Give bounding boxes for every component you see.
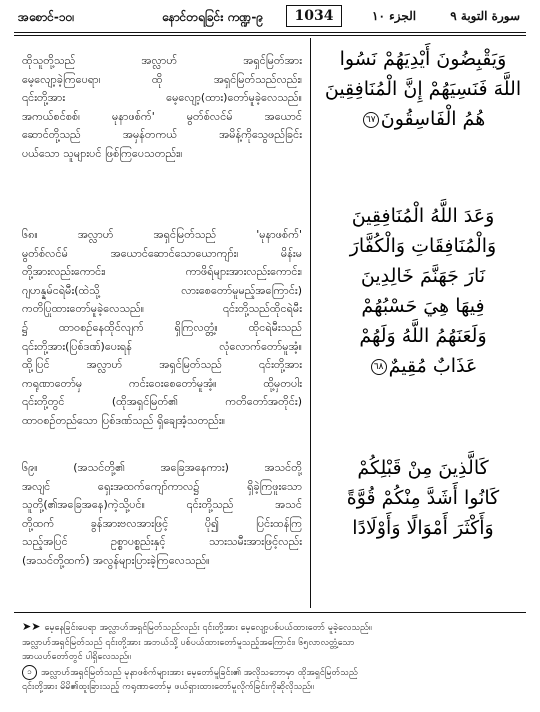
arabic-verse-67	[318, 44, 528, 134]
arabic-line: اللَّهَ فَنَسِيَهُمْ إِنَّ الْمُنَافِقِينَ	[324, 78, 522, 100]
arabic-line: كَانُوا أَشَدَّ مِنْكُمْ قُوَّةً	[346, 487, 500, 509]
translation-line: ပယ်သော သူများပင် ဖြစ်ကြပေသတည်း။	[22, 146, 183, 160]
footnote-line: ၎င်းတို့အား မိမိ၏ထူးခြားသည့် ကရုဏာတော်မှ ဖယ်ရှားထားတော်မူလိုက်ခြင်းကိုဆိုလိုသည်။	[22, 682, 314, 692]
translation-verse-67	[22, 52, 302, 164]
translation-line: မေ့လျော့ခဲ့ကြပေရာ၊ ထို အရှင်မြတ်သည်လည်း၊	[22, 72, 302, 86]
translation-line: ၎င်းတို့အား မေ့လျော့(ထား)တော်မူခဲ့လေသည်။	[22, 91, 302, 105]
arabic-line: وَالْمُنَافِقَاتِ وَالْكُفَّارَ	[349, 235, 497, 257]
arabic-line-text: عَذَابٌ مُقِيمٌ	[388, 355, 478, 377]
translation-line: (အသင်တို့ထက်) အလွန်များပြားခဲ့ကြလေသည်။	[22, 553, 210, 567]
header-rule	[14, 32, 526, 33]
footnote-text: အလ္လာဟ်အရှင်မြတ်သည် မုနာဖစ်က်များအား မေ့တော်မူခြင်း၏ အလိုသဘောမှာ ထိုအရှင်မြတ်သည်	[41, 667, 358, 678]
translation-verse-68	[22, 226, 302, 431]
translation-line: တို့ထက် ခွန်အားဗလအားဖြင့် ပို၍ ပြင်းထန်ကြ	[22, 516, 302, 530]
arabic-line-final	[318, 351, 528, 381]
chapter-label: နောင်တရခြင်း ကဏ္ဍ-၉	[162, 10, 264, 24]
arabic-line: فِيهَا هِيَ حَسْبُهُمْ	[361, 295, 485, 317]
footnotes	[22, 620, 522, 695]
arabic-verse-69	[318, 453, 528, 543]
arabic-line: وَعَدَ اللَّهُ الْمُنَافِقِينَ	[351, 205, 495, 227]
arabic-line: وَلَعَنَهُمُ اللَّهُ وَلَهُمْ	[359, 325, 487, 347]
translation-line: ၎င်းတို့အား(ပြစ်ဒဏ်)ပေးရန် လုံလောက်တော်မူအံ့။	[22, 339, 302, 353]
footnote-line: အာယဟ်တော်တွင် ပါရှိလေသည်။	[22, 652, 131, 662]
translation-line: အကယ်စင်စစ်၊ မုနာဖစ်က်' မွတ်စ်လင်မ် အယောင်	[22, 109, 302, 123]
column-divider	[310, 38, 311, 608]
translation-line: သူတို့(၏အခြေအနေ)ကဲ့သို့ပင်။ ၎င်းတို့သည် အသင်	[22, 498, 302, 512]
translation-line: ဂျဟန္နမ်ငရဲမီး(ထဲသို့ လားစေတော်မူမည့်အကြောင်း)	[22, 283, 302, 297]
translation-line: သည့်အပြင် ဥစ္စာပစ္စည်းနှင့် သားသမီးအားဖြင့်လည်း	[22, 535, 302, 549]
arabic-line: وَأَكْثَرَ أَمْوَالًا وَأَوْلَادًا	[352, 517, 494, 539]
translation-line: ၌ ထာဝစဉ်နေထိုင်လျက် ရှိကြလတ္တံ့။ ထိုငရဲမီးသည်	[22, 320, 302, 334]
arabic-line-final	[318, 104, 528, 134]
arabic-line-text: هُمُ الْفَاسِقُونَ	[380, 108, 486, 130]
translation-verse-69	[22, 459, 302, 571]
translation-line: ၎င်းတို့တွင် (ထိုအရှင်မြတ်၏ ကတိတော်အတိုင်း)	[22, 395, 302, 409]
ayah-marker: ٦٨	[371, 359, 387, 375]
translation-line: ထို့ပြင် အလ္လာဟ် အရှင်မြတ်သည် ၎င်းတို့အား	[22, 358, 302, 372]
translation-line: ထာဝစဉ်တည်သော ပြစ်ဒဏ်သည် ရှိချေအံ့သတည်း။	[22, 413, 226, 427]
translation-line: ၆၈။ အလ္လာဟ် အရှင်မြတ်သည် 'မုနာဖစ်က်'	[22, 228, 302, 241]
header-rule-thin	[14, 35, 526, 36]
translation-line: မွတ်စ်လင်မ် အယောင်ဆောင်သောယောကျာ်း၊ မိန်းမ	[22, 246, 302, 260]
footnote-number: ၁	[22, 665, 37, 680]
translation-line: ဆောင်တို့သည် အမှန်တကယ် အမိန့်ကိုသွေဖည်ခြင်း	[22, 128, 302, 142]
section-label: အစောင်-၁၀၊	[18, 10, 75, 24]
double-arrow-icon: ➤➤	[22, 620, 41, 633]
footnote-text: မေ့နေခြင်းပေရာ အလ္လာဟ်အရှင်မြတ်သည်လည်း ၎င်းတို့အား မေ့လျော့ပစ်ပယ်ထားတော် မူခဲ့လေသည်။	[44, 623, 372, 633]
footnote-rule	[14, 612, 526, 613]
translation-line: တို့အားလည်းကောင်း၊ ကာဖိရ်များအားလည်းကောင်း၊	[22, 265, 302, 279]
translation-line: ကရုဏာတော်မှ ကင်းဝေးစေတော်မူအံ့။ ထို့မှတပါး	[22, 376, 302, 390]
surah-label: سورة التوبة ٩	[450, 9, 520, 23]
translation-line: ထိုသူတို့သည် အလ္လာဟ် အရှင်မြတ်အား	[22, 54, 302, 67]
arabic-verse-68	[318, 201, 528, 381]
page-header	[14, 5, 526, 32]
translation-line: ကတိပြုထားတော်မူခဲ့လေသည်။ ၎င်းတို့သည်ထိုငရဲမီး	[22, 302, 302, 316]
footnote-line: အလ္လာဟ်အရှင်မြတ်သည် ၎င်းတို့အား အဘယ်သို့ ပစ်ပယ်ထားတော်မူသည့်အကြောင်း၊ ၆၅လာလတ္တံ့သော	[22, 637, 355, 648]
translation-line: အလျင် ရှေးအထက်ကျော်ကာလ၌ ရှိခဲ့ကြဖူးသော	[22, 479, 302, 493]
translation-line: ၆၉။ (အသင်တို့၏ အခြေအနေကား) အသင်တို့	[22, 461, 302, 474]
arabic-line: وَيَقْبِضُونَ أَيْدِيَهُمْ نَسُوا	[339, 48, 507, 70]
arabic-line: نَارَ جَهَنَّمَ خَالِدِينَ	[360, 265, 486, 287]
page-number: 1034	[286, 5, 342, 27]
juz-label: الجزء ١٠	[372, 9, 417, 23]
footnote-line	[22, 665, 522, 681]
arabic-line: كَالَّذِينَ مِنْ قَبْلِكُمْ	[357, 457, 489, 479]
ayah-marker: ٦٧	[363, 112, 379, 128]
footnote-line	[22, 620, 522, 636]
